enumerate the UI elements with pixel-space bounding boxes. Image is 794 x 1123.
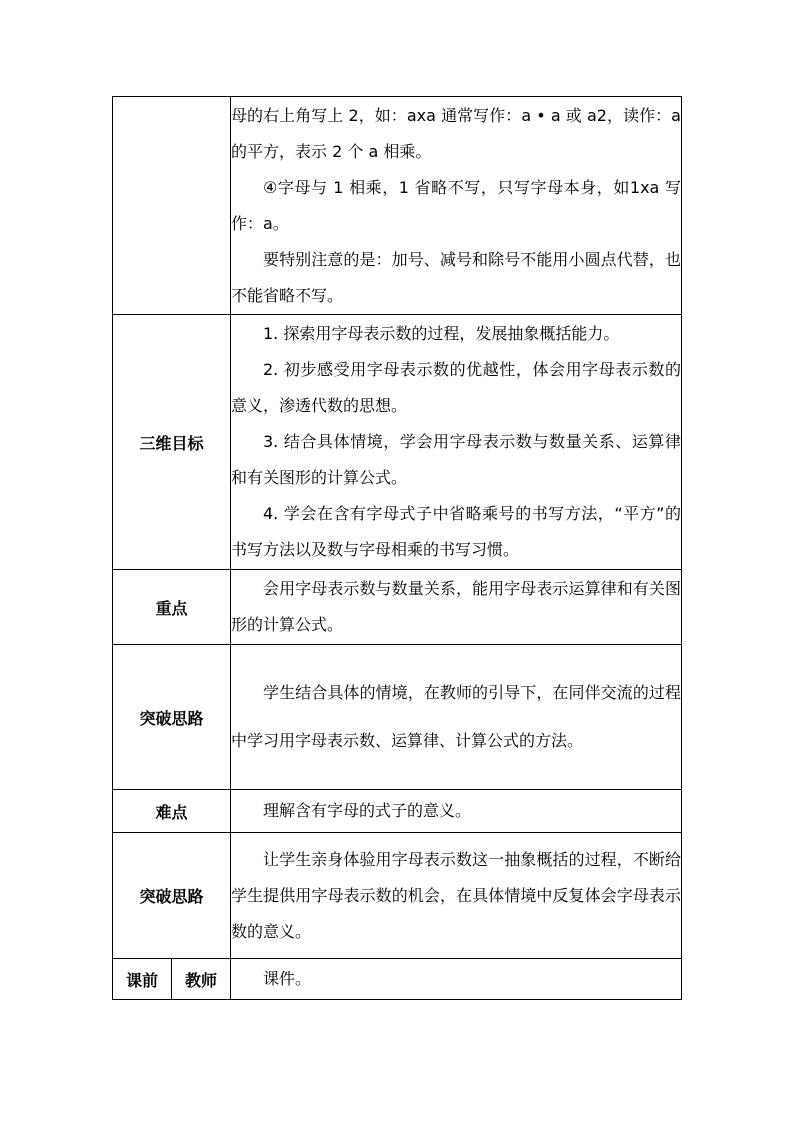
key-point-label: 重点: [113, 570, 231, 645]
key-approach-text: 学生结合具体的情境，在教师的引导下，在同伴交流的过程中学习用字母表示数、运算律、计算公式的方法。: [231, 683, 681, 750]
key-point-content: [231, 570, 682, 645]
goal-item: 1. 探索用字母表示数的过程，发展抽象概括能力。: [263, 324, 620, 343]
difficulty-text: 理解含有字母的式子的意义。: [263, 801, 472, 820]
goal-item: 4. 学会在含有字母式子中省略乘号的书写方法，“平方”的书写方法以及数与字母相乘的书写习惯。: [231, 504, 681, 559]
continuation-line-1: 母的右上角写上 2，如：axa 通常写作：a • a 或 a2，读作：a 的平方，表示 2 个 a 相乘。: [231, 105, 681, 161]
prep-teacher-label: 教师: [172, 959, 231, 1000]
difficulty-label: 难点: [113, 790, 231, 833]
key-approach-row: [113, 645, 682, 790]
prep-row: [113, 959, 682, 1000]
continuation-row: [113, 97, 682, 315]
difficulty-approach-content: [231, 833, 682, 959]
difficulty-approach-row: [113, 833, 682, 959]
goals-label: 三维目标: [113, 315, 231, 570]
continuation-line-3: 要特别注意的是：加号、减号和除号不能用小圆点代替，也不能省略不写。: [231, 249, 681, 305]
goal-item: 2. 初步感受用字母表示数的优越性，体会用字母表示数的意义，渗透代数的思想。: [231, 360, 681, 415]
difficulty-row: [113, 790, 682, 833]
goals-content: [231, 315, 682, 570]
goal-item: 3. 结合具体情境，学会用字母表示数与数量关系、运算律和有关图形的计算公式。: [231, 432, 681, 487]
prep-text: 课件。: [263, 969, 312, 988]
continuation-content: [231, 97, 682, 315]
prep-content: [231, 959, 682, 1000]
key-point-row: [113, 570, 682, 645]
difficulty-approach-label: 突破思路: [113, 833, 231, 959]
key-approach-content: [231, 645, 682, 790]
empty-label-cell: [113, 97, 231, 315]
continuation-line-2: ④字母与 1 相乘，1 省略不写，只写字母本身，如1xa 写作：a。: [231, 177, 681, 233]
key-approach-label: 突破思路: [113, 645, 231, 790]
difficulty-approach-text: 让学生亲身体验用字母表示数这一抽象概括的过程，不断给学生提供用字母表示数的机会，在具体情境中反复体会字母表示数的意义。: [231, 849, 681, 941]
difficulty-content: [231, 790, 682, 833]
key-point-text: 会用字母表示数与数量关系，能用字母表示运算律和有关图形的计算公式。: [231, 579, 681, 634]
lesson-plan-table: [112, 96, 682, 1000]
prep-before-label: 课前: [113, 959, 172, 1000]
goals-row: [113, 315, 682, 570]
